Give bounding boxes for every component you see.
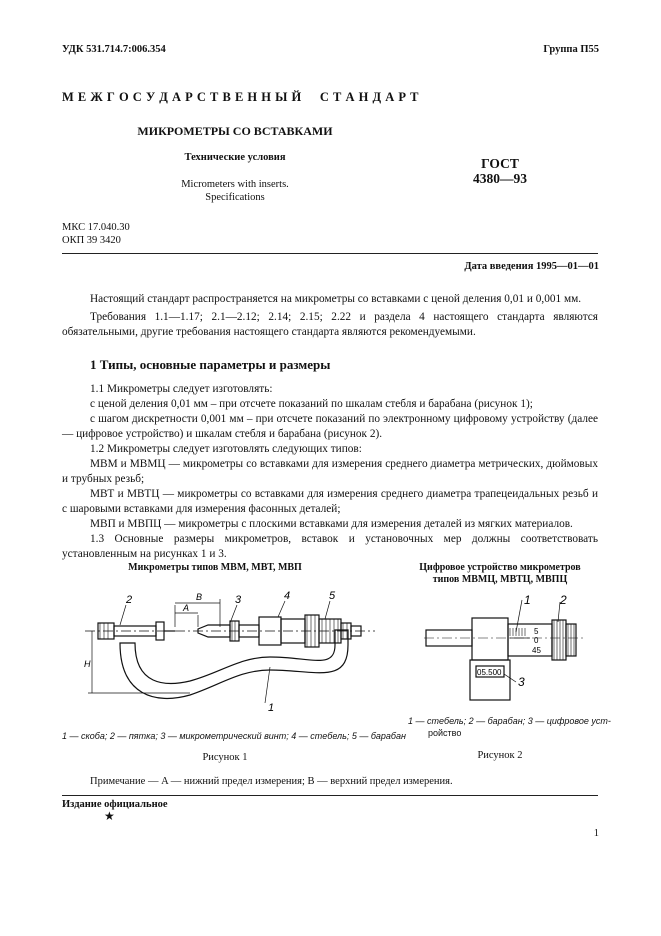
page-number: 1 (593, 828, 599, 839)
star-icon: ★ (104, 809, 115, 823)
figure1-caption: Рисунок 1 (202, 752, 248, 763)
figure2-title-1: Цифровое устройство микрометров (419, 562, 581, 573)
clause-1-3: 1.3 Основные размеры микрометров, вставок и установочных мер должны соответствовать установленным на рисунках 1 и 3. (62, 533, 598, 560)
figure1-label-5: 5 (329, 590, 336, 602)
group-code: Группа П55 (543, 44, 599, 55)
intro-paragraph-1: Настоящий стандарт распространяется на микрометры со вставками с ценой деления 0,01 и 0,001 мм. (90, 293, 582, 305)
doc-title-en-1: Micrometers with inserts. (181, 179, 289, 190)
figure2-scale-0: 0 (534, 636, 539, 645)
clause-1-1: 1.1 Микрометры следует изготовлять: (90, 383, 273, 395)
figure2-legend-1: 1 — стебель; 2 — барабан; 3 — цифровое уст- (408, 716, 611, 726)
figure1-label-b: B (196, 592, 203, 602)
mks-code: МКС 17.040.30 (62, 222, 130, 233)
okp-code: ОКП 39 3420 (62, 235, 121, 246)
clause-1-1-a: с ценой деления 0,01 мм – при отсчете показаний по шкалам стебля и барабана (рисунок 1); (90, 398, 533, 410)
figure2-title-2: типов МВМЦ, МВТЦ, МВПЦ (432, 574, 568, 585)
figure1-legend: 1 — скоба; 2 — пятка; 3 — микрометрический винт; 4 — стебель; 5 — барабан (62, 731, 406, 741)
doc-subtitle: Технические условия (184, 152, 286, 163)
figure2-scale-5: 5 (534, 627, 539, 636)
standard-type: М Е Ж Г О С У Д А Р С Т В Е Н Н Ы Й С Т А Н Д А Р Т (62, 90, 419, 104)
figure1-drawing (80, 585, 380, 720)
figure1-label-a: A (183, 603, 190, 613)
intro-paragraph-2: Требования 1.1—1.17; 2.1—2.12; 2.14; 2.15; 2.22 и раздела 4 настоящего стандарта являются обязательными, другие требования настоящего стандарта являются рекомендуемыми. (62, 311, 598, 338)
date-intro: Дата введения 1995—01—01 (464, 261, 599, 272)
figure1-title: Микрометры типов МВМ, МВТ, МВП (128, 562, 302, 573)
doc-title-en-2: Specifications (205, 192, 265, 203)
figure1-label-4: 4 (284, 590, 291, 602)
figure1-label-1: 1 (268, 702, 275, 714)
figure2-label-2: 2 (560, 593, 567, 607)
clause-1-1-b: с шагом дискретности 0,001 мм – при отсчете показаний по электронному цифровому устройству (далее — цифровое устройство) и шкалам стебля и барабана (рисунок 2). (62, 413, 598, 440)
udk-code: УДК 531.714.7:006.354 (62, 44, 166, 55)
section-heading: 1 Типы, основные параметры и размеры (90, 357, 331, 372)
footer-divider (62, 795, 598, 796)
figure2-legend-2: ройство (428, 728, 462, 738)
clause-1-2-a: МВМ и МВМЦ — микрометры со вставками для измерения среднего диаметра метрических, дюймовых и трубных резьб; (62, 458, 598, 485)
figure2-drawing (420, 590, 590, 705)
section-body (62, 382, 598, 562)
figure2-caption: Рисунок 2 (477, 750, 523, 761)
clause-1-2-c: МВП и МВПЦ — микрометры с плоскими вставками для измерения деталей из мягких материалов. (90, 518, 573, 530)
figure2-scale-45: 45 (532, 646, 541, 655)
figure1-label-3: 3 (235, 594, 242, 606)
gost-number: 4380—93 (473, 171, 527, 186)
gost-label: ГОСТ (481, 156, 519, 171)
figure2-display: 05.500 (477, 668, 502, 677)
figure1-label-2: 2 (126, 594, 133, 606)
figure1-label-h: H (84, 659, 91, 669)
figure2-label-1: 1 (524, 593, 531, 607)
note-text: Примечание — A — нижний предел измерения; B — верхний предел измерения. (90, 776, 453, 787)
divider (62, 253, 598, 254)
clause-1-2-b: МВТ и МВТЦ — микрометры со вставками для измерения среднего диаметра трапецеидальных резьб и с шаровыми вставками для измерения фасонных деталей; (62, 488, 598, 515)
clause-1-2: 1.2 Микрометры следует изготовлять следующих типов: (90, 443, 362, 455)
figure2-label-3: 3 (518, 675, 525, 689)
doc-title: МИКРОМЕТРЫ СО ВСТАВКАМИ (137, 124, 333, 138)
edition-label: Издание официальное (62, 799, 168, 810)
intro-text (62, 292, 598, 340)
